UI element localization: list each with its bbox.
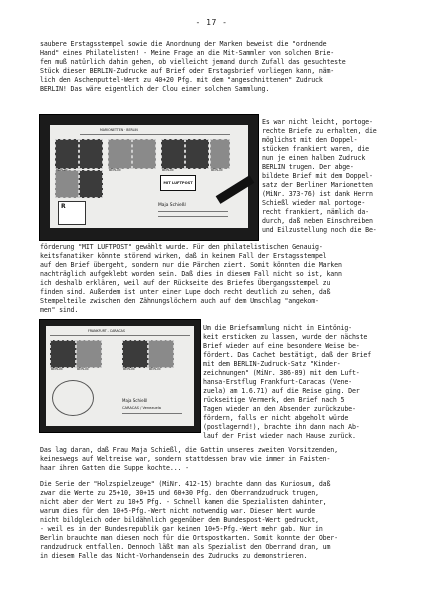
text-line: Das lag daran, daß Frau Maja Schießl, die Gattin unseres zweiten Vorsitzenden, — [40, 446, 338, 454]
text-line: keineswegs auf Weltreise war, sondern stattdessen brav wie immer in Faisten- — [40, 455, 331, 463]
cachet-stamp — [52, 380, 94, 416]
stamp — [76, 340, 102, 368]
text-line: Hand" eines Philatelisten! - Meine Frage an die Mit-Sammler von solchen Brie- — [40, 49, 335, 57]
stamp — [210, 139, 230, 169]
text-line: bildete Brief mit dem Doppel- — [262, 172, 373, 180]
text-line: Es war nicht leicht, portoge- — [262, 118, 373, 126]
cover-header: MARIONETTEN · BERLIN — [100, 128, 138, 132]
text-line: nicht aber der Wert zu 10+5 Pfg. - Schnell kamen die Spezialisten dahinter, — [40, 498, 327, 506]
text-line: lauf der Frist wieder nach Hause zurück. — [203, 432, 356, 440]
text-line: zwar die Werte zu 25+10, 30+15 und 60+30 Pfg. den Oberrandzudruck trugen, — [40, 489, 319, 497]
text-line: saubere Erstagsstempel sowie die Anordnung der Marken beweist die "ordnende — [40, 40, 327, 48]
cover-header: FRANKFURT - CARACAS — [88, 329, 125, 333]
text-line: BERLIN trugen. Der abge- — [262, 163, 354, 171]
page-number: - 17 - — [195, 18, 228, 27]
text-line: in diesem Falle das Nicht-Vorhandensein des Zudrucks zu demonstrieren. — [40, 552, 308, 560]
text-line: satz der Berliner Marionetten — [262, 181, 373, 189]
text-line: möglichst mit den Doppel- — [262, 136, 358, 144]
stamp — [108, 139, 132, 169]
text-line: rechte Briefe zu erhalten, die — [262, 127, 377, 135]
address-line — [122, 413, 182, 414]
text-line: warum dies für den 10+5-Pfg.-Wert nicht notwendig war. Dieser Wert wurde — [40, 507, 316, 515]
stamp — [55, 139, 79, 169]
text-line: Stück dieser BERLIN-Zudrucke auf Brief oder Erstagsbrief vorliegen kann, näm- — [40, 67, 335, 75]
stamp-label: BERLIN — [211, 168, 223, 172]
text-line: finden sind. Außerdem ist unter einer Lupe doch recht deutlich zu sehen, daß — [40, 288, 331, 296]
registered-mark: R — [61, 203, 66, 210]
text-line: Schießl wieder mal portoge- — [262, 199, 366, 207]
airmail-label: MIT LUFTPOST — [160, 175, 196, 191]
text-line: stücken frankiert waren, die — [262, 145, 369, 153]
text-line: fördert. Das Cachet bestätigt, daß der Brief — [203, 351, 372, 359]
stamp — [79, 139, 103, 169]
text-line: hansa-Erstflug Frankfurt-Caracas (Vene- — [203, 378, 352, 386]
text-line: lich den Aschenputtel-Wert zu 40+20 Pfg. mit dem "angeschnittenen" Zudruck — [40, 76, 323, 84]
stamp — [79, 170, 103, 198]
text-line: mit dem BERLIN-Zudruck-Satz "Kinder- — [203, 360, 341, 368]
text-line: fen muß natürlich dahin gehen, ob vielleicht jemand durch Zufall das gesuchteste — [40, 58, 346, 66]
text-line: auf den Brief übergeht, sondern nur die Pärchen ziert. Somit könnten die Marken — [40, 261, 342, 269]
text-line: BERLIN! Das wäre eigentlich der Clou einer solchen Sammlung. — [40, 85, 270, 93]
text-line: keitsfanatiker könnte störend wirken, daß in keinem Fall der Erstagsstempel — [40, 252, 327, 260]
text-line: - weil es in der Bundesrepublik gar keinen 10+5-Pfg.-Wert mehr gab. Nur in — [40, 525, 323, 533]
text-line: (MiNr. 373-76) ist dank Herrn — [262, 190, 373, 198]
stamp — [122, 340, 148, 368]
text-line: nachträglich aufgeklebt worden sein. Daß dies in diesem Fall nicht so ist, kann — [40, 270, 342, 278]
text-line: Berlin brauchte man diesen noch für die Ortspostkarten. Somit konnte der Ober- — [40, 534, 338, 542]
stamp — [132, 139, 156, 169]
stamp-label: BERLIN — [51, 367, 63, 371]
address-line — [158, 211, 228, 212]
stamp — [148, 340, 174, 368]
stamp-label: BERLIN — [149, 367, 161, 371]
stamp — [185, 139, 209, 169]
text-line: rückseitige Vermerk, den Brief nach 5 — [203, 396, 345, 404]
text-line: keit ersticken zu lassen, wurde der nächste — [203, 333, 368, 341]
text-line: fördern, falls er nicht abgeholt würde — [203, 414, 349, 422]
text-line: recht frankiert, nämlich da- — [262, 208, 369, 216]
stamp — [161, 139, 185, 169]
text-line: nun je einen halben Zudruck — [262, 154, 366, 162]
text-line: men" sind. — [40, 306, 79, 314]
address-line — [158, 216, 228, 217]
text-line: randzudruck entfallen. Dennoch läßt man als Spezialist den Oberrand dran, um — [40, 543, 331, 551]
stamp-label: BERLIN — [77, 367, 89, 371]
text-line: Tagen wieder an den Absender zurückzube- — [203, 405, 356, 413]
divider — [50, 335, 190, 336]
text-line: (postlagernd!), brachte ihn dann nach Ab- — [203, 423, 360, 431]
addressee: Maja Schießl — [158, 203, 186, 208]
addressee: Maja Schießl — [122, 398, 148, 403]
text-line: Brief wieder auf eine besondere Weise be- — [203, 342, 360, 350]
stamp — [50, 340, 76, 368]
cover-photo-marionettes — [40, 115, 258, 240]
stamp-label: BERLIN — [162, 168, 174, 172]
text-line: Um die Briefsammlung nicht in Eintönig- — [203, 324, 352, 332]
stamp-label: BERLIN — [123, 367, 135, 371]
stamp — [55, 170, 79, 198]
stamp-label: BERLIN — [56, 168, 68, 172]
destination-city: CARACAS / Venezuela — [122, 406, 161, 410]
cover-photo-caracas — [40, 320, 200, 432]
text-line: nicht bildgleich oder bildähnlich gegenüber dem Bundespost-Wert gedruckt, — [40, 516, 319, 524]
text-line: zuela) am 1.6.71) auf die Reise ging. Der — [203, 387, 360, 395]
text-line: und Eilzustellung noch die Be- — [262, 226, 377, 234]
text-line: Die Serie der "Holzspielzeuge" (MiNr. 412-15) brachte dann das Kuriosum, daß — [40, 480, 331, 488]
text-line: Stempelteile zwischen den Zähnungslöchern auch auf dem Umschlag "angekom- — [40, 297, 319, 305]
text-line: förderung "MIT LUFTPOST" gewählt wurde. Für den philatelistischen Genauig- — [40, 243, 323, 251]
text-line: ich deshalb erklären, weil auf der Rückseite des Briefes Übergangsstempel zu — [40, 279, 331, 287]
divider — [80, 134, 230, 135]
text-line: durch, daß neben Einschreiben — [262, 217, 373, 225]
text-line: haar ihren Gatten die Suppe kochte... - — [40, 464, 189, 472]
stamp-label: BERLIN — [109, 168, 121, 172]
text-line: zeichnungen" (MiNr. 386-89) mit dem Luft- — [203, 369, 360, 377]
